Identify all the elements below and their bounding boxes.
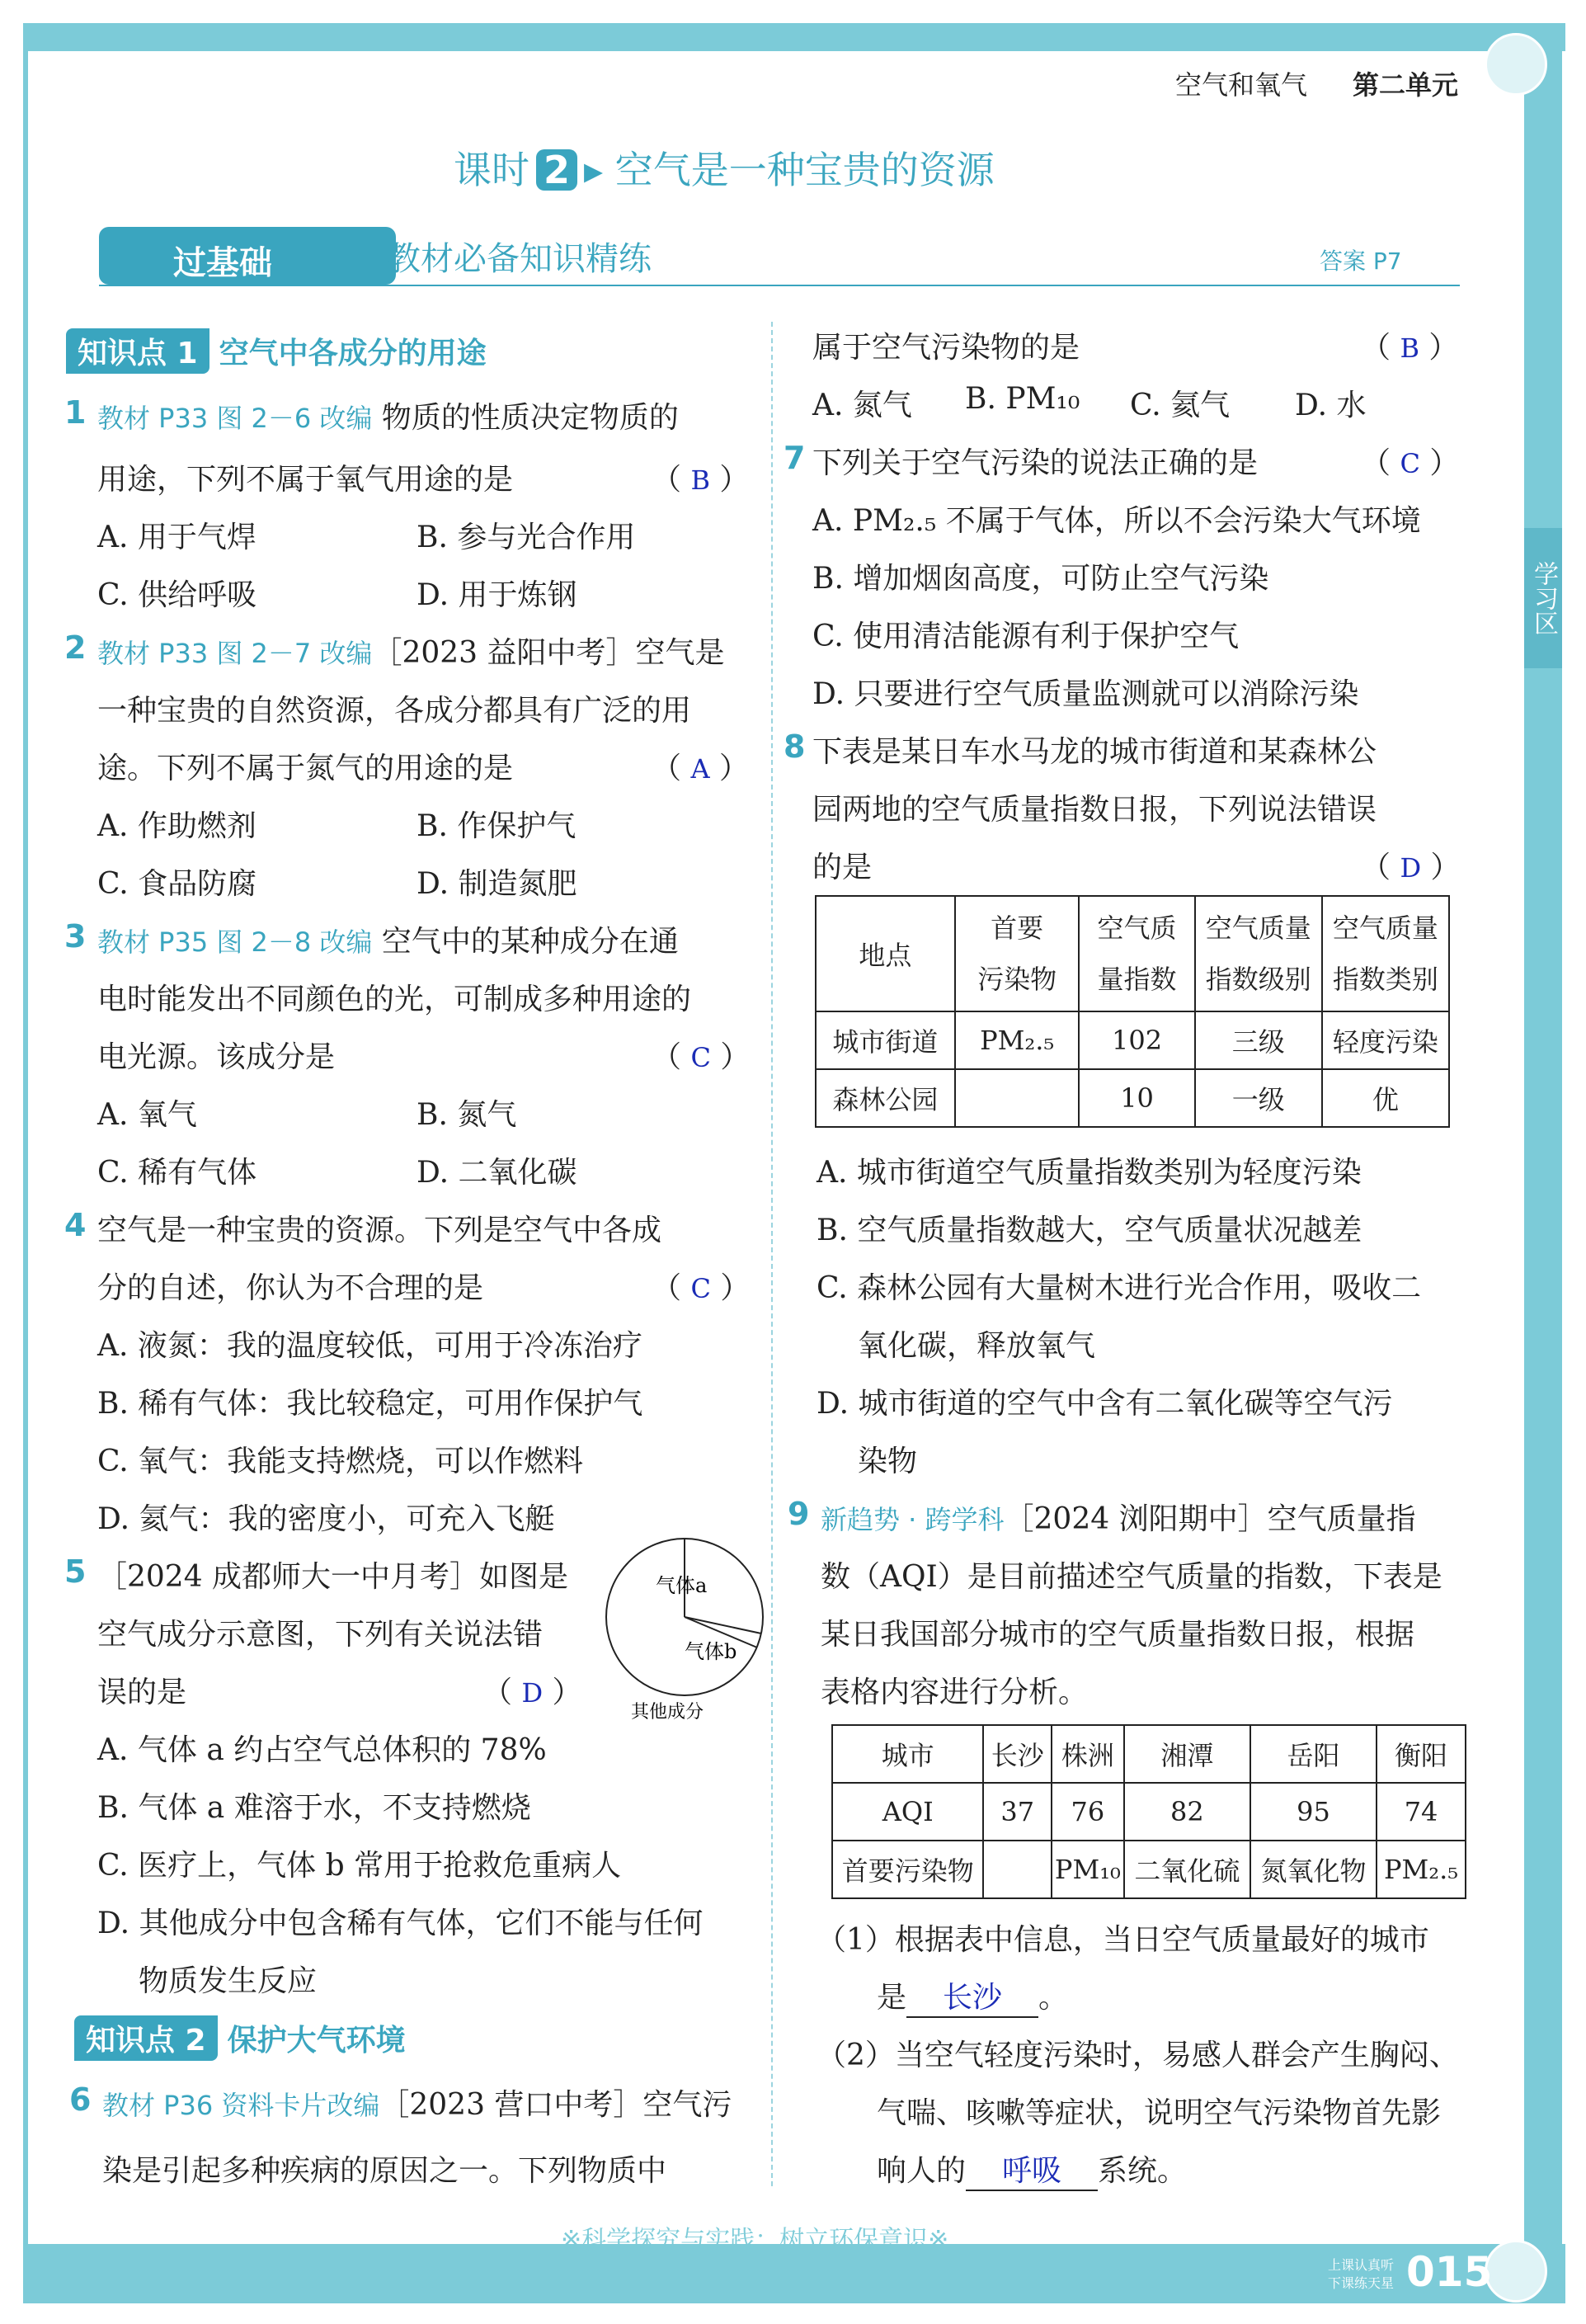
table-cell: 城市街道	[816, 1011, 955, 1069]
q3-line1	[97, 918, 679, 960]
q4-option-d: D. 氦气：我的密度小，可充入飞艇	[97, 1502, 555, 1536]
q7-option-c: C. 使用清洁能源有利于保护空气	[812, 620, 1240, 653]
q1-number: 1	[64, 394, 87, 431]
q9-sub2-answer: 呼吸	[966, 2147, 1098, 2191]
section-divider	[99, 285, 1460, 286]
q7-number: 7	[784, 440, 806, 476]
q7-option-b: B. 增加烟囱高度，可防止空气污染	[812, 562, 1269, 596]
q2-stem3: 途。下列不属于氮气的用途的是	[97, 752, 514, 785]
q8-option-a: A. 城市街道空气质量指数类别为轻度污染	[817, 1156, 1362, 1190]
mascot-top-icon	[1485, 33, 1547, 96]
table-cell: 株洲	[1052, 1725, 1124, 1783]
q6-answer: （ B ）	[1361, 331, 1459, 365]
q1-stem1: 物质的性质决定物质的	[381, 401, 679, 435]
q9-line1	[821, 1496, 1416, 1538]
table-cell	[955, 1069, 1080, 1127]
q9-sub2-line3: 响人的 呼吸 系统。	[877, 2147, 1187, 2191]
q3-stem3: 电光源。该成分是	[97, 1040, 336, 1074]
q5-option-c: C. 医疗上，气体 b 常用于抢救危重病人	[97, 1849, 622, 1883]
q7-stem1: 下列关于空气污染的说法正确的是	[812, 446, 1259, 480]
q8-stem2: 园两地的空气质量指数日报，下列说法错误	[812, 793, 1377, 827]
q8-option-d-cont: 染物	[858, 1445, 918, 1478]
q8-option-c: C. 森林公园有大量树木进行光合作用，吸收二	[817, 1271, 1422, 1305]
q9-sub2-line1: （2）当空气轻度污染时，易感人群会产生胸闷、	[817, 2039, 1459, 2072]
q6-option-c: C. 氦气	[1130, 389, 1231, 422]
footer-note: ※科学探究与实践：树立环保意识※	[561, 2226, 949, 2255]
table-cell: 76	[1052, 1783, 1124, 1841]
q9-exam: ［2024 浏阳期中］空气质量指	[1004, 1502, 1416, 1536]
q3-source: 教材 P35 图 2－8 改编	[97, 926, 373, 958]
q3-option-d: D. 二氧化碳	[417, 1156, 577, 1190]
q8-answer: （ D ）	[1361, 851, 1461, 884]
q8-option-c-cont: 氧化碳，释放氧气	[858, 1329, 1096, 1363]
q1-source: 教材 P33 图 2－6 改编	[97, 403, 373, 434]
table-cell: 优	[1322, 1069, 1449, 1127]
footer-slogan-2: 下课练天星	[1328, 2275, 1395, 2291]
table-cell: 二氧化硫	[1124, 1841, 1250, 1898]
q9-city-aqi-table	[831, 1724, 1466, 1899]
q6-number: 6	[69, 2081, 92, 2118]
pie-label-b: 气体b	[685, 1640, 737, 1663]
q8-option-d: D. 城市街道的空气中含有二氧化碳等空气污	[817, 1387, 1393, 1421]
q9-source: 新趋势 · 跨学科	[821, 1504, 1005, 1535]
lesson-title	[454, 140, 995, 195]
q3-option-c: C. 稀有气体	[97, 1156, 257, 1190]
table-cell: 氮氧化物	[1250, 1841, 1377, 1898]
table-cell: 10	[1079, 1069, 1194, 1127]
q4-answer: （ C ）	[652, 1271, 751, 1305]
q3-stem1: 空气中的某种成分在通	[381, 925, 679, 959]
q9-stem3: 某日我国部分城市的空气质量指数日报，根据	[821, 1618, 1415, 1652]
q8-option-b: B. 空气质量指数越大，空气质量状况越差	[817, 1214, 1362, 1247]
q2-source: 教材 P33 图 2－7 改编	[97, 638, 373, 669]
q9-sub1-line2: 是 长沙 。	[877, 1974, 1068, 2018]
unit-label: 第二单元	[1353, 69, 1459, 101]
kp1-title: 空气中各成分的用途	[219, 337, 487, 370]
q2-stem2: 一种宝贵的自然资源，各成分都具有广泛的用	[97, 694, 692, 728]
q4-option-b: B. 稀有气体：我比较稳定，可用作保护气	[97, 1387, 643, 1421]
q4-number: 4	[64, 1207, 87, 1243]
q2-option-d: D. 制造氮肥	[417, 867, 577, 901]
side-tab-study-area: 学习区	[1524, 528, 1562, 668]
q5-option-a: A. 气体 a 约占空气总体积的 78%	[97, 1733, 547, 1767]
q6-option-b: B. PM₁₀	[965, 382, 1080, 416]
page-number: 015	[1406, 2248, 1493, 2296]
q4-option-a: A. 液氮：我的温度较低，可用于冷冻治疗	[97, 1329, 642, 1363]
section-subtitle: 教材必备知识精练	[388, 240, 652, 278]
q4-option-c: C. 氧气：我能支持燃烧，可以作燃料	[97, 1445, 584, 1478]
q9-sub2-line2: 气喘、咳嗽等症状，说明空气污染物首先影	[877, 2096, 1442, 2130]
q5-option-d-cont: 物质发生反应	[139, 1964, 318, 1998]
table-cell: 湘潭	[1124, 1725, 1250, 1783]
q5-stem3: 误的是	[97, 1676, 187, 1709]
q7-option-a: A. PM₂.₅ 不属于气体，所以不会污染大气环境	[812, 504, 1421, 538]
left-frame-bar	[23, 23, 28, 2300]
table-cell: 森林公园	[816, 1069, 955, 1127]
kp2-tag: 知识点 2	[74, 2015, 218, 2061]
pie-label-a: 气体a	[656, 1574, 708, 1597]
q9-number: 9	[788, 1496, 810, 1532]
q9-sub1-answer: 长沙	[906, 1974, 1038, 2018]
q8-header-pollutant: 首要 污染物	[955, 896, 1080, 1011]
table-cell: 一级	[1195, 1069, 1322, 1127]
air-composition-pie	[594, 1534, 775, 1724]
q2-option-a: A. 作助燃剂	[97, 809, 256, 843]
table-cell: PM₁₀	[1052, 1841, 1124, 1898]
q3-option-a: A. 氧气	[97, 1098, 197, 1132]
q8-number: 8	[784, 728, 806, 765]
table-cell	[983, 1841, 1052, 1898]
subject-label: 空气和氧气	[1175, 69, 1308, 101]
q5-option-d: D. 其他成分中包含稀有气体，它们不能与任何	[97, 1907, 704, 1940]
q9-stem4: 表格内容进行分析。	[821, 1676, 1089, 1709]
q2-line1	[97, 629, 725, 672]
q1-answer: （ B ）	[652, 463, 750, 497]
q4-stem2: 分的自述，你认为不合理的是	[97, 1271, 484, 1305]
q3-number: 3	[64, 918, 87, 955]
q5-answer: （ D ）	[482, 1676, 582, 1709]
mascot-bottom-icon	[1485, 2240, 1547, 2303]
table-cell: PM₂.₅	[1377, 1841, 1466, 1898]
q4-stem1: 空气是一种宝贵的资源。下列是空气中各成	[97, 1214, 662, 1247]
q8-header-category: 空气质量 指数类别	[1322, 896, 1449, 1011]
q2-option-c: C. 食品防腐	[97, 867, 257, 901]
q8-stem3: 的是	[812, 851, 873, 884]
answer-reference: 答案 P7	[1320, 247, 1402, 275]
table-cell: 95	[1250, 1783, 1377, 1841]
pie-label-other: 其他成分	[631, 1702, 704, 1723]
q8-stem1: 下表是某日车水马龙的城市街道和某森林公	[812, 735, 1377, 769]
section-banner	[99, 227, 396, 285]
q6-line1	[102, 2081, 732, 2124]
table-cell: 82	[1124, 1783, 1250, 1841]
q9-stem2: 数（AQI）是目前描述空气质量的指数，下表是	[821, 1560, 1442, 1594]
table-cell: 长沙	[983, 1725, 1052, 1783]
table-cell: AQI	[832, 1783, 983, 1841]
table-cell: 首要污染物	[832, 1841, 983, 1898]
q6-stem2: 染是引起多种疾病的原因之一。下列物质中	[102, 2154, 667, 2188]
q3-stem2: 电时能发出不同颜色的光，可制成多种用途的	[97, 983, 692, 1016]
q1-option-c: C. 供给呼吸	[97, 578, 257, 612]
arrow-icon: ▸	[584, 148, 615, 192]
q1-option-b: B. 参与光合作用	[417, 521, 636, 554]
top-frame-bar	[23, 23, 1565, 51]
column-divider	[771, 322, 773, 2186]
right-frame-bar	[1524, 23, 1562, 2300]
q2-option-b: B. 作保护气	[417, 809, 577, 843]
q3-answer: （ C ）	[652, 1040, 751, 1074]
kp2-title: 保护大气环境	[227, 2024, 406, 2058]
lesson-prefix: 课时	[454, 148, 529, 192]
q6-option-a: A. 氮气	[812, 389, 912, 422]
q1-option-a: A. 用于气焊	[97, 521, 256, 554]
lesson-name: 空气是一种宝贵的资源	[614, 148, 995, 192]
q7-option-d: D. 只要进行空气质量监测就可以消除污染	[812, 677, 1359, 711]
table-cell: 37	[983, 1783, 1052, 1841]
table-cell: 岳阳	[1250, 1725, 1377, 1783]
q5-number: 5	[64, 1553, 87, 1590]
q5-stem2: 空气成分示意图，下列有关说法错	[97, 1618, 544, 1652]
table-cell: 衡阳	[1377, 1725, 1466, 1783]
q7-answer: （ C ）	[1361, 446, 1460, 480]
lesson-number: 2	[536, 149, 577, 191]
knowledge-point-2	[74, 2015, 406, 2061]
table-cell: 102	[1079, 1011, 1194, 1069]
q2-answer: （ A ）	[652, 752, 750, 785]
q5-option-b: B. 气体 a 难溶于水，不支持燃烧	[97, 1791, 531, 1825]
table-cell: 城市	[832, 1725, 983, 1783]
q8-header-aqi: 空气质 量指数	[1079, 896, 1194, 1011]
table-cell: 轻度污染	[1322, 1011, 1449, 1069]
table-cell: 三级	[1195, 1011, 1322, 1069]
q1-stem2: 用途，下列不属于氧气用途的是	[97, 463, 514, 497]
table-cell: 74	[1377, 1783, 1466, 1841]
q8-header-level: 空气质量 指数级别	[1195, 896, 1322, 1011]
q8-header-location: 地点	[816, 896, 955, 1011]
section-banner-label: 过基础	[173, 244, 272, 282]
q5-stem1: ［2024 成都师大一中月考］如图是	[97, 1560, 569, 1594]
q6-exam: ［2023 营口中考］空气污	[379, 2088, 732, 2122]
q2-number: 2	[64, 629, 87, 666]
kp1-tag: 知识点 1	[66, 328, 209, 374]
q9-sub1-line1: （1）根据表中信息，当日空气质量最好的城市	[817, 1923, 1429, 1957]
q6-source: 教材 P36 资料卡片改编	[102, 2090, 380, 2121]
q6-stem3: 属于空气污染物的是	[812, 331, 1080, 365]
q2-exam: ［2023 益阳中考］空气是	[372, 636, 725, 670]
q1-option-d: D. 用于炼钢	[417, 578, 577, 612]
table-cell: PM₂.₅	[955, 1011, 1080, 1069]
footer-slogan-1: 上课认真听	[1328, 2257, 1395, 2273]
q8-air-quality-table	[815, 895, 1450, 1128]
q6-option-d: D. 水	[1295, 389, 1367, 422]
q1-line1	[97, 394, 679, 436]
knowledge-point-1	[66, 328, 487, 374]
q3-option-b: B. 氮气	[417, 1098, 517, 1132]
